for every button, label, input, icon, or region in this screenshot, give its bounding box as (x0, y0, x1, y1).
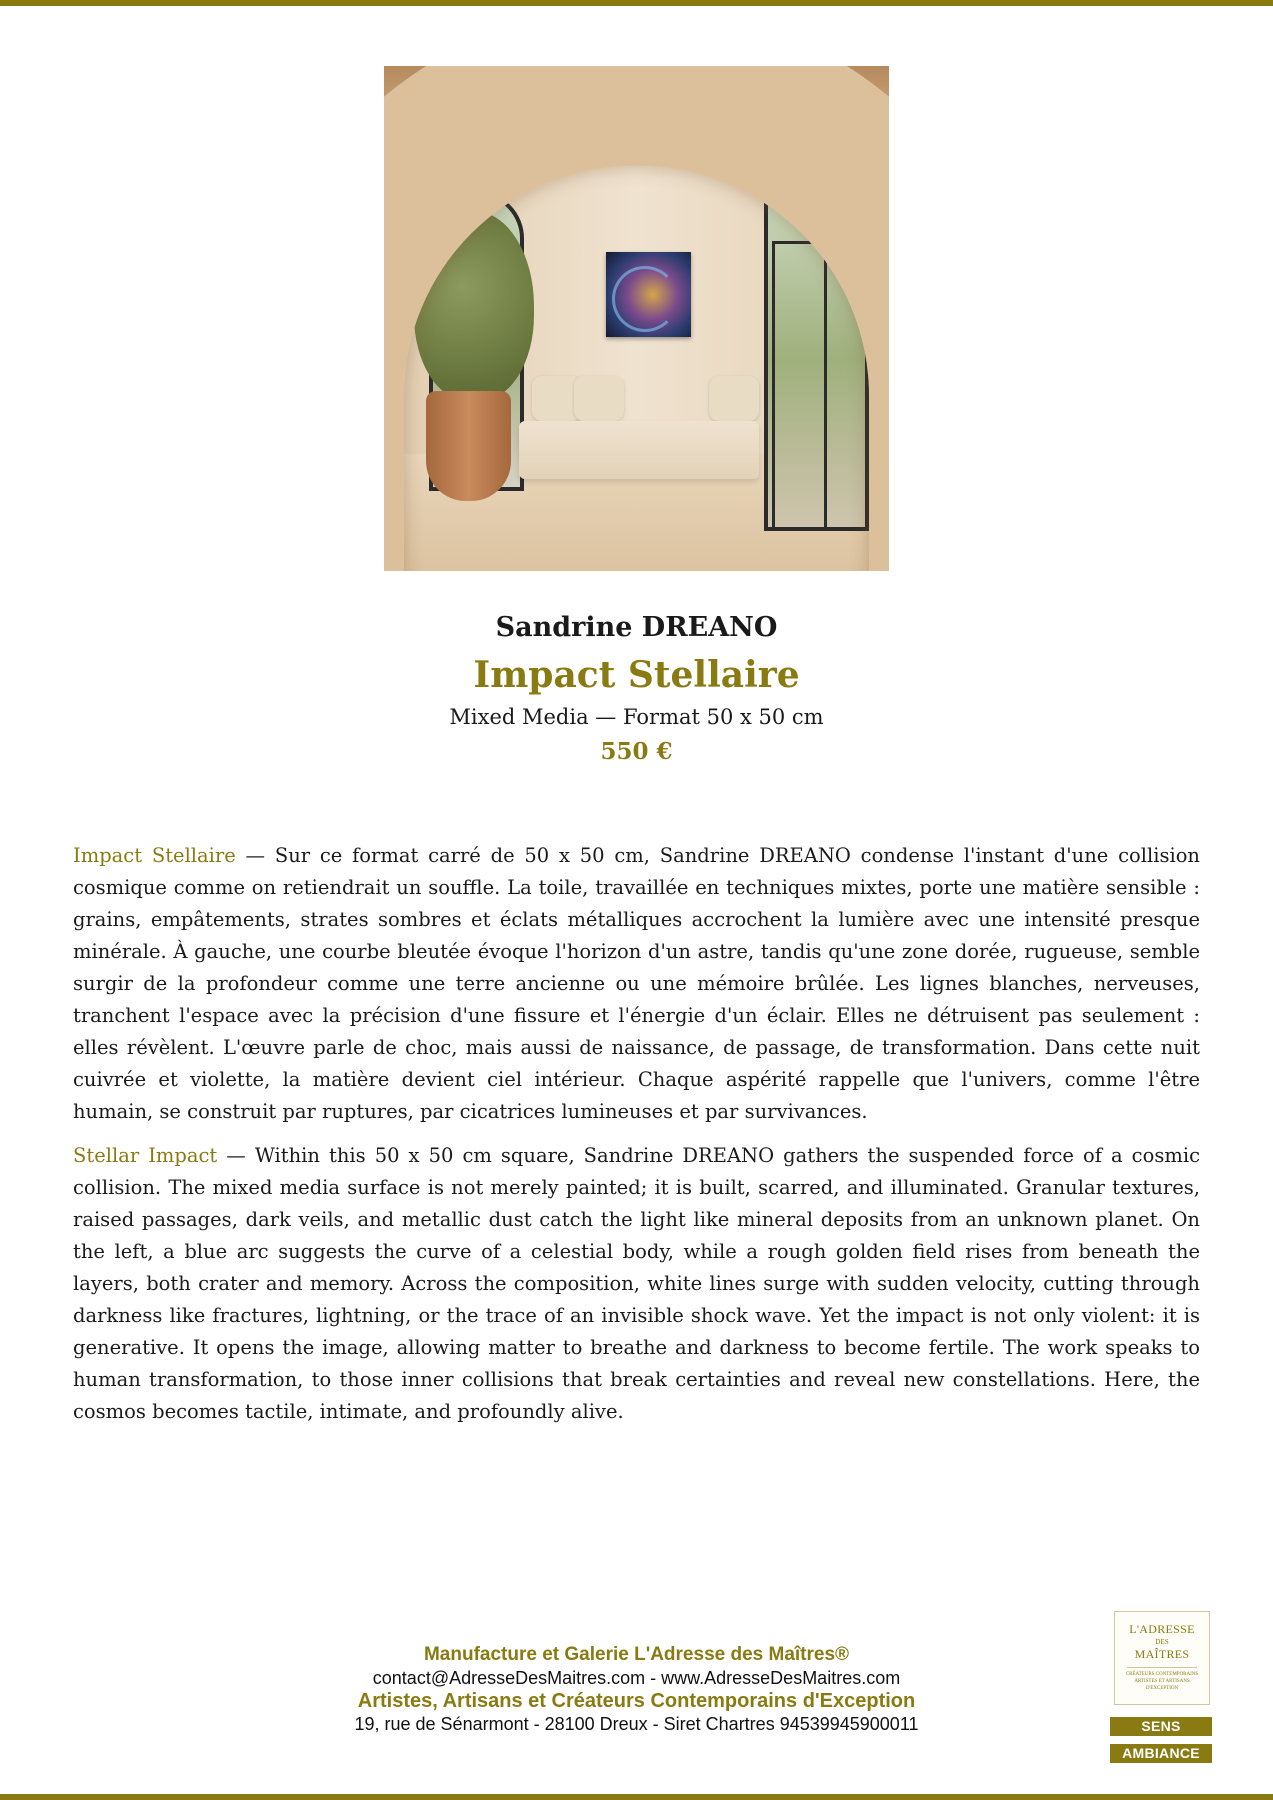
footer-tagline: Artistes, Artisans et Créateurs Contemporains d'Exception (357, 1690, 916, 1712)
gallery-logo (1114, 1611, 1210, 1705)
description-english (73, 1140, 1200, 1428)
sens-badge: SENS (1110, 1717, 1212, 1736)
artwork-room-photo (384, 66, 889, 571)
artist-name: Sandrine DREANO (495, 612, 778, 643)
logo-line-1: L'ADRESSE (1129, 1622, 1195, 1636)
description-french-text: — Sur ce format carré de 50 x 50 cm, Sandrine DREANO condense l'instant d'une collision cosmique comme on retiendrait un souffle. La toile, travaillée en techniques mixtes, porte une matière sensible : grains, empâtements, strates sombres et éclats métalliques accrochent la lumière avec une intensité presque minérale. À gauche, une courbe bleutée évoque l'horizon d'un astre, tandis qu'une zone dorée, rugueuse, semble surgir de la profondeur comme une terre ancienne ou une mémoire brûlée. Les lignes blanches, nerveuses, tranchent l'espace avec la précision d'une fissure et l'énergie d'un éclair. Elles ne détruisent pas seulement : elles révèlent. L'œuvre parle de choc, mais aussi de naissance, de passage, de transformation. Dans cette nuit cuivrée et violette, la matière devient ciel intérieur. Chaque aspérité rappelle que l'univers, comme l'être humain, se construit par ruptures, par cicatrices lumineuses et par survivances. (73, 844, 1200, 1123)
logo-line-4: CRÉATEURS CONTEMPORAINS ARTISTES ET ARTISANS D'EXCEPTION (1125, 1672, 1199, 1691)
stone-arch (384, 66, 889, 571)
logo-line-2: DES (1155, 1638, 1169, 1646)
footer-gallery-name: Manufacture et Galerie L'Adresse des Maîtres® (423, 1644, 850, 1665)
artwork-price: 550 € (600, 738, 673, 765)
description-french-lead: Impact Stellaire (73, 844, 236, 867)
description-english-lead: Stellar Impact (73, 1144, 218, 1167)
top-rule (0, 0, 1273, 6)
description-french (73, 840, 1200, 1128)
ambiance-badge: AMBIANCE (1110, 1744, 1212, 1763)
artwork-medium-format: Mixed Media — Format 50 x 50 cm (449, 705, 824, 729)
footer (0, 1643, 1273, 1735)
logo-divider (1127, 1667, 1197, 1668)
artwork-description (73, 840, 1200, 1440)
description-english-text: — Within this 50 x 50 cm square, Sandrine DREANO gathers the suspended force of a cosmic collision. The mixed media surface is not merely painted; it is built, scarred, and illuminated. Granular textures, raised passages, dark veils, and metallic dust catch the light like mineral deposits from an unknown planet. On the left, a blue arc suggests the curve of a celestial body, while a rough golden field rises from beneath the layers, both crater and memory. Across the composition, white lines surge with sudden velocity, cutting through darkness like fractures, lightning, or the trace of an invisible shock wave. Yet the impact is not only violent: it is generative. It opens the image, allowing matter to breathe and darkness to become fertile. The work speaks to human transformation, to those inner collisions that break certainties and reveal new constellations. Here, the cosmos becomes tactile, intimate, and profoundly alive. (73, 1144, 1200, 1423)
logo-line-3: MAÎTRES (1134, 1647, 1190, 1661)
footer-contact: contact@AdresseDesMaitres.com - www.AdresseDesMaitres.com (372, 1668, 901, 1688)
bottom-rule (0, 1794, 1273, 1800)
footer-address: 19, rue de Sénarmont - 28100 Dreux - Siret Chartres 94539945900011 (354, 1714, 919, 1734)
artwork-title: Impact Stellaire (473, 654, 800, 696)
